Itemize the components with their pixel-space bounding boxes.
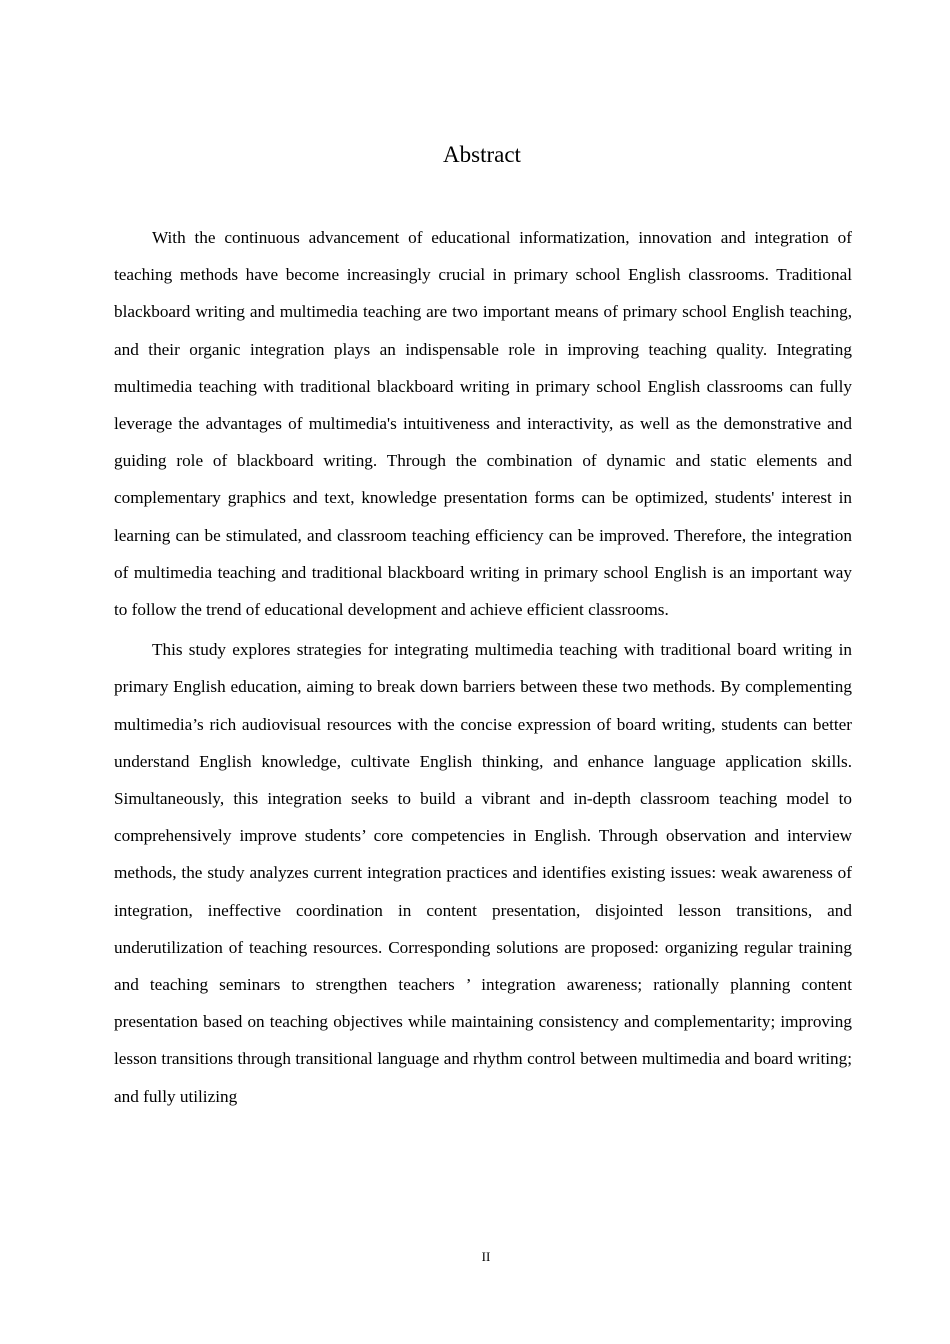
abstract-paragraph-1: With the continuous advancement of educational informatization, innovation and integration of teaching methods have become increasingly crucial in primary school English classrooms. Traditional blackboard writing and multimedia teaching are two important means of primary school English teaching, and their organic integration plays an indispensable role in improving teaching quality. Integrating multimedia teaching with traditional blackboard writing in primary school English classrooms can fully leverage the advantages of multimedia's intuitiveness and interactivity, as well as the demonstrative and guiding role of blackboard writing. Through the combination of dynamic and static elements and complementary graphics and text, knowledge presentation forms can be optimized, students' interest in learning can be stimulated, and classroom teaching efficiency can be improved. Therefore, the integration of multimedia teaching and traditional blackboard writing in primary school English is an important way to follow the trend of educational development and achieve efficient classrooms. [114, 228, 852, 620]
abstract-paragraph-2: This study explores strategies for integrating multimedia teaching with traditional board writing in primary English education, aiming to break down barriers between these two methods. By complementing multimedia’s rich audiovisual resources with the concise expression of board writing, students can better understand English knowledge, cultivate English thinking, and enhance language application skills. Simultaneously, this integration seeks to build a vibrant and in-depth classroom teaching model to comprehensively improve students’ core competencies in English. Through observation and interview methods, the study analyzes current integration practices and identifies existing issues: weak awareness of integration, ineffective coordination in content presentation, disjointed lesson transitions, and underutilization of teaching resources. Corresponding solutions are proposed: organizing regular training and teaching seminars to strengthen teachers ’ integration awareness; rationally planning content presentation based on teaching objectives while maintaining consistency and complementarity; improving lesson transitions through transitional language and rhythm control between multimedia and board writing; and fully utilizing [114, 640, 852, 1106]
abstract-title: Abstract [443, 142, 521, 168]
abstract-body [114, 219, 852, 1115]
page-number: II [481, 1249, 491, 1264]
